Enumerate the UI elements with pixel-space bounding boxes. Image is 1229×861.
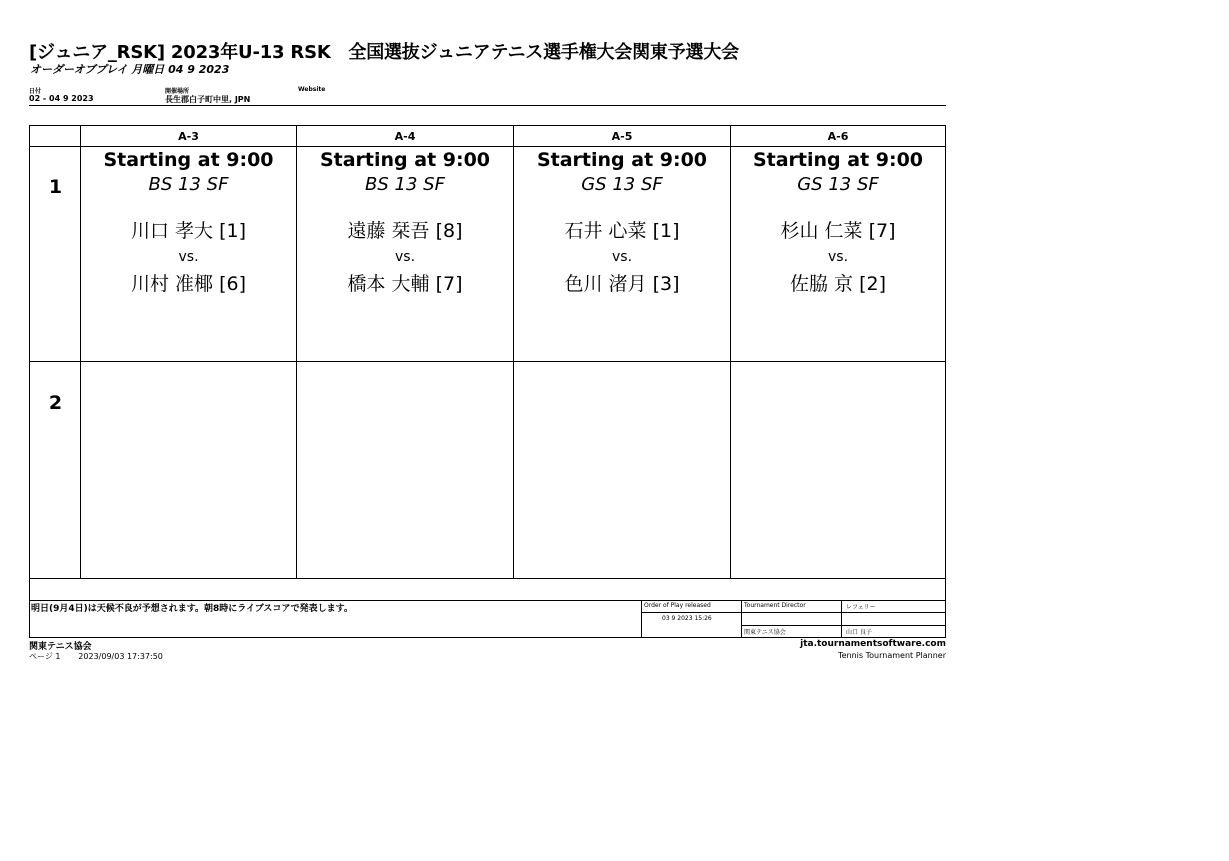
versus-label: vs. — [611, 249, 633, 265]
start-time: Starting at 9:00 — [536, 149, 708, 171]
director-label: Tournament Director — [744, 602, 806, 609]
player-two: 佐脇 京 [2] — [790, 273, 886, 295]
venue-label: 開催場所 — [165, 88, 190, 95]
header-divider — [29, 105, 946, 106]
page-subtitle: オーダーオブプレイ 月曜日 04 9 2023 — [30, 63, 230, 76]
player-one: 石井 心菜 [1] — [564, 220, 680, 242]
player-one: 杉山 仁菜 [7] — [780, 220, 896, 242]
event-name: GS 13 SF — [797, 174, 879, 195]
weather-notice: 明日(9月4日)は天候不良が予想されます。朝8時にライブスコアで発表します。 — [31, 604, 353, 614]
date-value: 02 - 04 9 2023 — [29, 94, 94, 103]
match-cell — [731, 147, 945, 361]
event-name: BS 13 SF — [148, 174, 229, 195]
event-name: GS 13 SF — [581, 174, 663, 195]
website-label: Website — [298, 86, 326, 93]
director-value: 関東テニス協会 — [744, 629, 786, 636]
page-info — [29, 651, 163, 662]
referee-label: レフェリー — [846, 604, 876, 611]
planner-name: Tennis Tournament Planner — [838, 651, 946, 660]
court-header: A-4 — [394, 130, 416, 143]
event-name: BS 13 SF — [365, 174, 445, 195]
printed-timestamp: 2023/09/03 17:37:50 — [78, 652, 163, 661]
round-number: 2 — [48, 392, 63, 414]
court-header: A-6 — [827, 130, 849, 143]
start-time: Starting at 9:00 — [103, 149, 274, 171]
court-header: A-5 — [611, 130, 633, 143]
player-one: 遠藤 栞吾 [8] — [347, 220, 463, 242]
player-two: 川村 准椰 [6] — [131, 273, 246, 295]
date-label: 日付 — [29, 88, 42, 95]
row-divider — [30, 361, 945, 362]
order-of-play-grid — [29, 125, 946, 579]
round-number: 1 — [48, 176, 63, 198]
referee-value: 山口 良子 — [846, 629, 872, 636]
website-url[interactable]: jta.tournamentsoftware.com — [800, 639, 946, 649]
player-two: 色川 渚月 [3] — [564, 273, 680, 295]
venue-value: 長生郡白子町中里, JPN — [165, 95, 251, 104]
start-time: Starting at 9:00 — [752, 149, 924, 171]
match-cell — [297, 147, 513, 361]
player-two: 橋本 大輔 [7] — [347, 273, 463, 295]
order-released-value: 03 9 2023 15:26 — [662, 615, 712, 622]
versus-label: vs. — [827, 249, 849, 265]
player-one: 川口 孝大 [1] — [131, 220, 246, 242]
court-header: A-3 — [178, 130, 199, 143]
match-cell — [81, 147, 296, 361]
page-number: ページ 1 — [29, 652, 61, 661]
order-released-label: Order of Play released — [644, 602, 711, 609]
start-time: Starting at 9:00 — [319, 149, 491, 171]
match-cell — [514, 147, 730, 361]
page-title: [ジュニア_RSK] 2023年U-13 RSK 全国選抜ジュニアテニス選手権大会関東予選大会 — [29, 42, 739, 63]
association-name: 関東テニス協会 — [29, 642, 92, 652]
versus-label: vs. — [394, 249, 416, 265]
versus-label: vs. — [178, 249, 199, 265]
